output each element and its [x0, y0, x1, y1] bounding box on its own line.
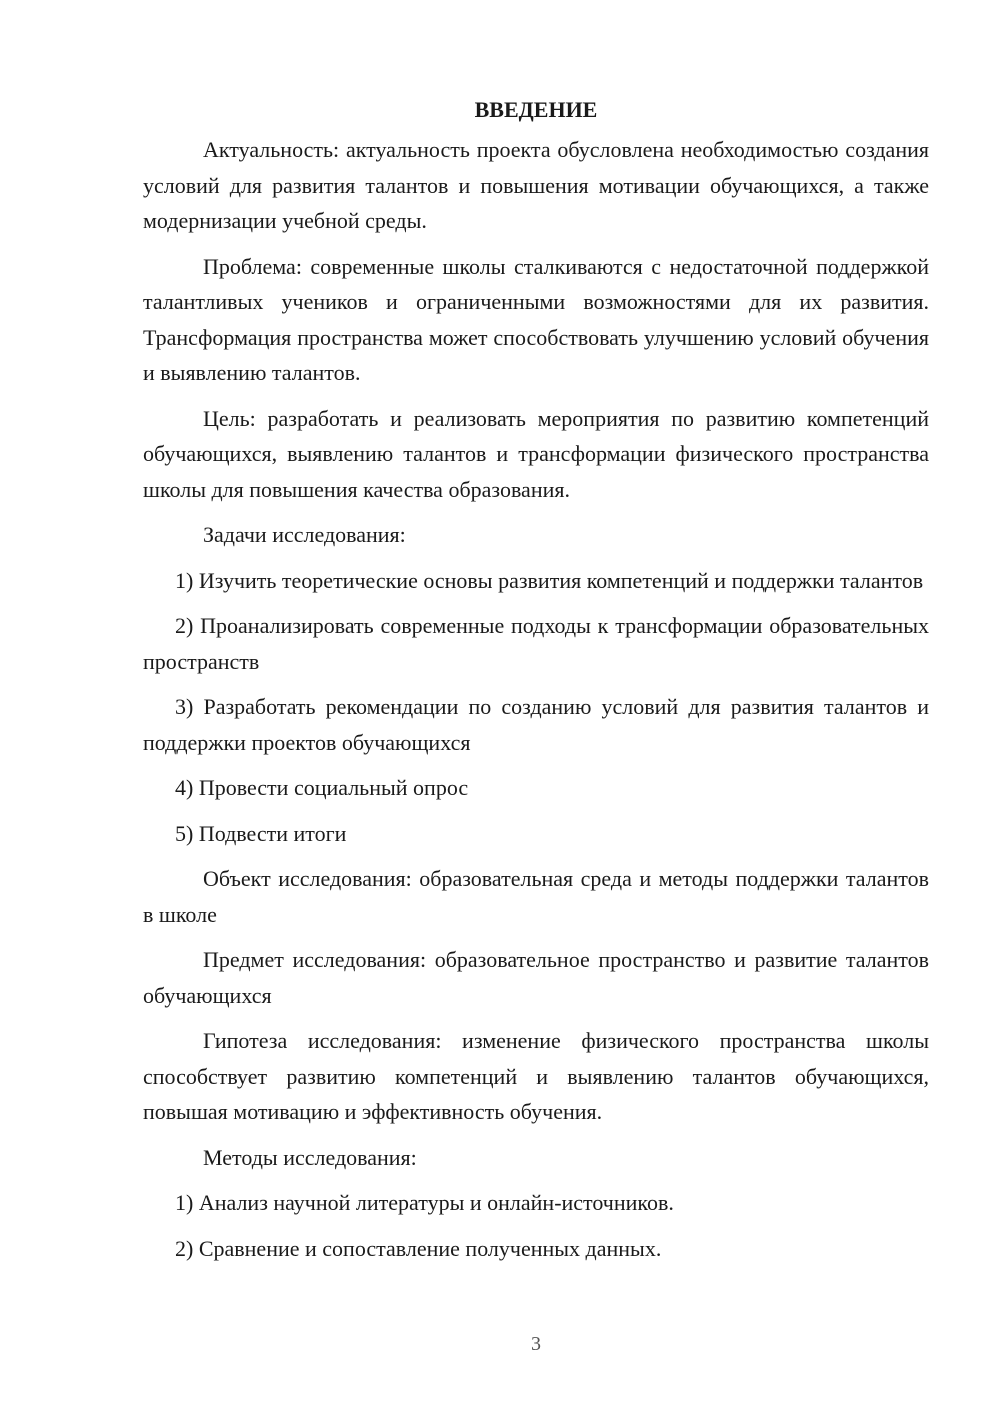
paragraph-subject: Предмет исследования: образовательное пространство и развитие талантов обучающихся	[143, 947, 929, 1008]
paragraph-object: Объект исследования: образовательная среда и методы поддержки талантов в школе	[143, 866, 929, 927]
task-item: 4) Провести социальный опрос	[175, 775, 469, 800]
paragraph-relevance: Актуальность: актуальность проекта обусловлена необходимостью создания условий для развития талантов и повышения мотивации обучающихся, а также модернизации учебной среды.	[143, 137, 929, 233]
method-item: 1) Анализ научной литературы и онлайн-источников.	[175, 1190, 674, 1215]
paragraph-problem: Проблема: современные школы сталкиваются с недостаточной поддержкой талантливых учеников и ограниченными возможностями для их развития. Трансформация пространства может способствовать улучшению условий обучения и выявлению талантов.	[143, 253, 929, 385]
document-page	[143, 92, 929, 1276]
task-item: 5) Подвести итоги	[175, 820, 347, 846]
paragraph-tasks-heading: Задачи исследования:	[203, 522, 406, 547]
method-item: 2) Сравнение и сопоставление полученных данных.	[175, 1235, 662, 1261]
paragraph-goal: Цель: разработать и реализовать мероприятия по развитию компетенций обучающихся, выявлению талантов и трансформации физического пространства школы для повышения качества образования.	[143, 405, 929, 502]
paragraph-methods-heading: Методы исследования:	[203, 1144, 417, 1170]
page-number: 3	[531, 1333, 541, 1355]
task-item: 2) Проанализировать современные подходы к трансформации образовательных пространств	[143, 613, 929, 674]
task-item: 3) Разработать рекомендации по созданию условий для развития талантов и поддержки проектов обучающихся	[143, 694, 929, 755]
document-title: ВВЕДЕНИЕ	[474, 97, 598, 122]
task-item: 1) Изучить теоретические основы развития компетенций и поддержки талантов	[175, 567, 924, 593]
paragraph-hypothesis: Гипотеза исследования: изменение физического пространства школы способствует развитию компетенций и выявлению талантов обучающихся, повышая мотивацию и эффективность обучения.	[143, 1028, 929, 1124]
